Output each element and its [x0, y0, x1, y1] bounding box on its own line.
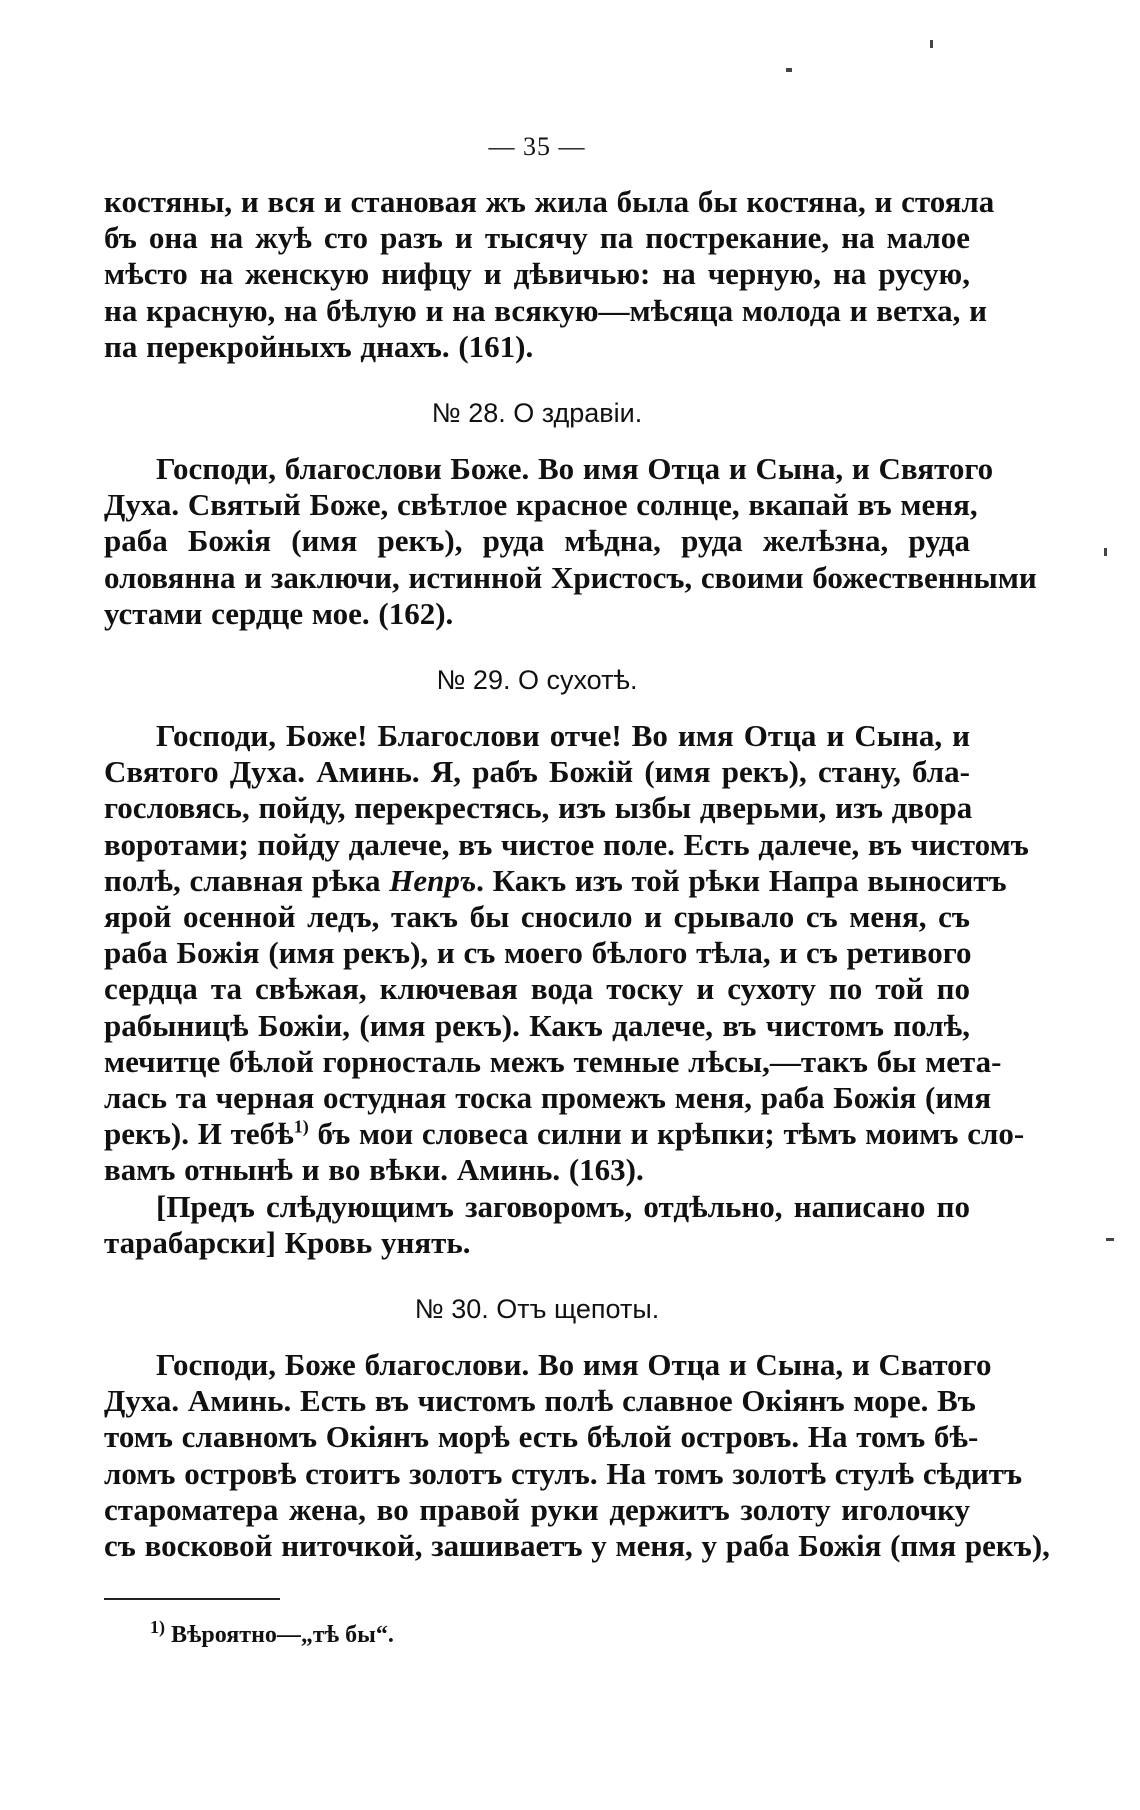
paragraph-continuation [104, 184, 995, 365]
text-line: бъ она на жуѣ сто разъ и тысячу па пострекание, на малое [104, 220, 970, 256]
text-line: мечитце бѣлой горносталь межъ темные лѣсы,—такъ бы мета- [104, 1043, 1002, 1079]
text-line: Господи, благослови Боже. Во имя Отца и Сына, и Святого [156, 451, 994, 487]
text-line: Святого Духа. Аминь. Я, рабъ Божiй (имя рекъ), стану, бла- [104, 754, 970, 790]
text-line: лась та черная остудная тоска промежъ меня, раба Божiя (имя [104, 1080, 992, 1116]
footnote-marker: 1) [150, 1617, 165, 1637]
text-line: тарабарски] Кровь унять. [104, 1224, 471, 1260]
text-line: на красную, на бѣлую и на всякую—мѣсяца молода и ветха, и [104, 292, 987, 328]
text-line: ломъ островѣ стоитъ золотъ стулъ. На томъ золотѣ стулѣ сѣдитъ [104, 1455, 1023, 1491]
text-line: костяны, и вся и становая жъ жила была бы костяна, и стояла [104, 184, 995, 219]
text-line [104, 862, 1007, 899]
text-line: Господи, Боже благослови. Во имя Отца и Сына, и Сватого [156, 1347, 992, 1383]
section-heading-28: № 28. О здравiи. [431, 398, 643, 429]
footnote-text: Вѣроятно—„тѣ бы“. [165, 1622, 394, 1648]
section-30-text [104, 1347, 1050, 1564]
text-line: Духа. Святый Боже, свѣтлое красное солнце, вкапай въ меня, [104, 487, 978, 523]
page-body [104, 130, 1050, 1564]
footnote-divider [104, 1598, 280, 1600]
text-line: сердца та свѣжая, ключевая вода тоску и сухоту по той по [104, 971, 970, 1007]
section-29-text [104, 718, 1029, 1261]
section-heading-30: № 30. Отъ щепоты. [414, 1294, 660, 1325]
text-line: раба Божiя (имя рекъ), и съ моего бѣлого тѣла, и съ ретивого [104, 935, 972, 971]
text-line: староматера жена, во правой руки держитъ золоту иголочку [104, 1491, 970, 1527]
text-fragment: бъ мои словеса силни и крѣпки; тѣмъ моимъ сло- [308, 1116, 1025, 1152]
text-line: ярой осенной ледъ, такъ бы сносило и срывало съ меня, съ [104, 899, 970, 935]
section-28-text [104, 451, 1037, 632]
italic-river-name: Непръ [389, 862, 477, 898]
text-line: раба Божiя (имя рекъ), руда мѣдна, руда желѣзна, руда [104, 523, 970, 559]
text-fragment: полѣ, славная рѣка [104, 862, 390, 898]
text-line: воротами; пойду далече, въ чистое поле. Есть далече, въ чистомъ [104, 826, 1029, 862]
section-heading-29: № 29. О сухотѣ. [436, 665, 638, 696]
text-line: гословясь, пойду, перекрестясь, изъ ызбы дверьми, изъ двора [104, 790, 973, 826]
text-line: рабыницѣ Божiи, (имя рекъ). Какъ далече, въ чистомъ полѣ, [104, 1007, 970, 1043]
text-line: томъ славномъ Окiянъ морѣ есть бѣлой островъ. На томъ бѣ- [104, 1419, 979, 1455]
text-line: съ восковой ниточкой, зашиваетъ у меня, у раба Божiя (пмя рекъ), [104, 1528, 1050, 1564]
text-line: [Предъ слѣдующимъ заговоромъ, отдѣльно, написано по [156, 1188, 970, 1224]
scan-speck [786, 68, 792, 72]
text-line: Духа. Аминь. Есть въ чистомъ полѣ славное Окiянъ море. Въ [104, 1383, 976, 1419]
text-line: па перекройныхъ днахъ. (161). [104, 328, 534, 364]
text-line: оловянна и заключи, истинной Христосъ, своими божественными [104, 559, 1037, 595]
text-line: устами сердце мое. (162). [104, 595, 454, 631]
text-line: мѣсто на женскую нифцу и дѣвичью: на черную, на русую, [104, 256, 970, 292]
scan-speck [1106, 1238, 1114, 1241]
footnote-reference: 1) [293, 1116, 309, 1137]
text-fragment: . Какъ изъ той рѣки Напра выноситъ [476, 862, 1007, 898]
footnote [150, 1617, 394, 1650]
text-line: Господи, Боже! Благослови отче! Во имя Отца и Сына, и [156, 718, 970, 754]
text-line [104, 1116, 1025, 1152]
scan-speck [930, 40, 933, 48]
text-line: вамъ отнынѣ и во вѣки. Аминь. (163). [104, 1152, 644, 1188]
text-fragment: рекъ). И тебѣ [104, 1116, 294, 1152]
page-number: — 35 — [488, 132, 586, 161]
scan-speck [1104, 548, 1107, 556]
